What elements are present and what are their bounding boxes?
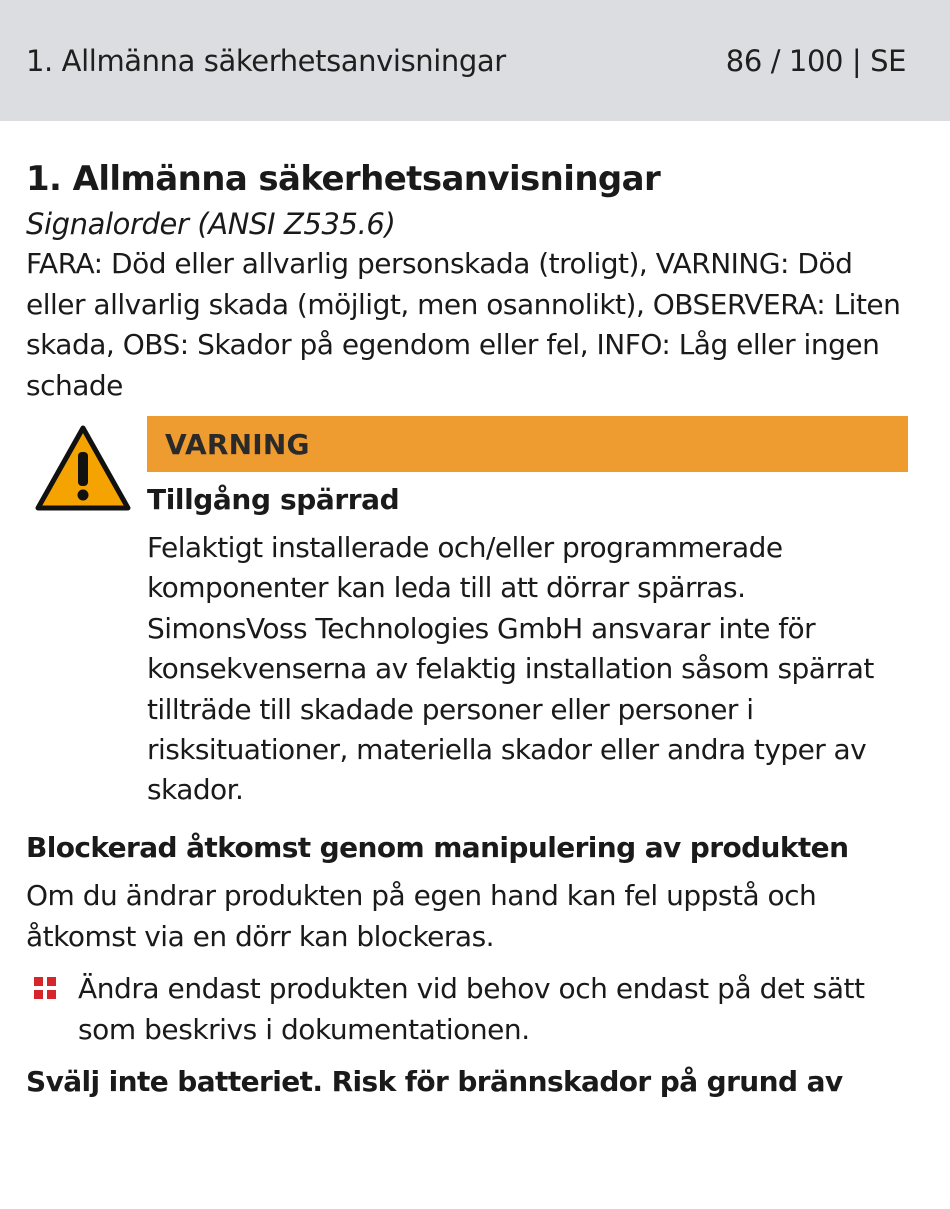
warning-signal-label: VARNING bbox=[147, 416, 908, 472]
section-heading-battery: Svälj inte batteriet. Risk för brännskador på grund av bbox=[26, 1065, 843, 1098]
warning-block bbox=[26, 416, 916, 816]
header-section-title: 1. Allmänna säkerhetsanvisningar bbox=[26, 43, 506, 78]
page-title: 1. Allmänna säkerhetsanvisningar bbox=[26, 159, 661, 199]
section-text-blocked-access: Om du ändrar produkten på egen hand kan fel uppstå och åtkomst via en dörr kan blockeras. bbox=[26, 879, 817, 953]
warning-text: Felaktigt installerade och/eller programmerade komponenter kan leda till att dörrar spärras. SimonsVoss Technologies GmbH ansvarar inte för konsekvenserna av felaktig installation såsom spärrat tillträde till skadade personer eller personer i risksituationer, materiella skador eller andra typer av skador. bbox=[147, 531, 874, 807]
section-heading-blocked-access: Blockerad åtkomst genom manipulering av produkten bbox=[26, 831, 849, 864]
page-subtitle: Signalorder (ANSI Z535.6) bbox=[26, 207, 396, 241]
red-squares-bullet-icon bbox=[34, 977, 56, 999]
header-page-info: 86 / 100 | SE bbox=[725, 43, 906, 78]
warning-heading: Tillgång spärrad bbox=[147, 483, 400, 516]
page-content bbox=[26, 154, 916, 1110]
signal-order-text: FARA: Död eller allvarlig personskada (troligt), VARNING: Död eller allvarlig skada (möjligt, men osannolikt), OBSERVERA: Liten skada, OBS: Skador på egendom eller fel, INFO: Låg eller ingen schade bbox=[26, 247, 901, 402]
page-header bbox=[0, 0, 950, 121]
warning-triangle-icon bbox=[34, 424, 132, 512]
warning-body bbox=[147, 416, 908, 811]
instruction-bullet bbox=[26, 969, 916, 1050]
instruction-bullet-text: Ändra endast produkten vid behov och endast på det sätt som beskrivs i dokumentationen. bbox=[78, 972, 865, 1046]
